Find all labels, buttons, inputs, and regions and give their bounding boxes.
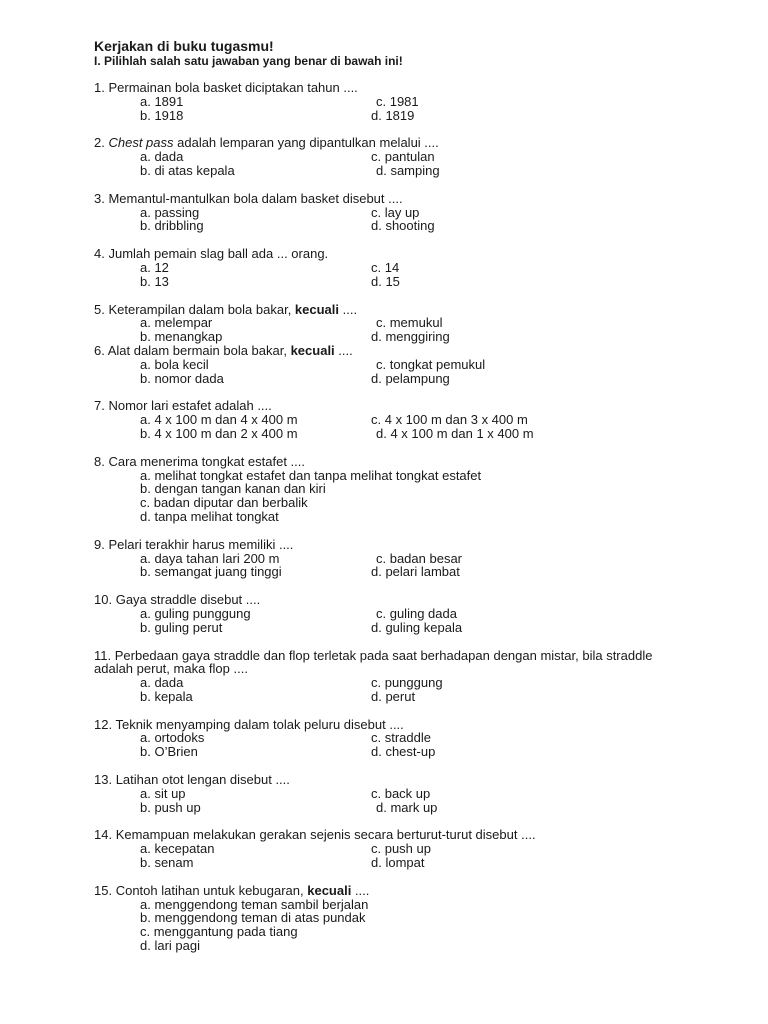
question-text: 8. Cara menerima tongkat estafet .... — [94, 453, 306, 469]
worksheet-instruction: I. Pilihlah salah satu jawaban yang benar di bawah ini! — [94, 54, 403, 68]
option-a: a. daya tahan lari 200 m — [140, 550, 280, 566]
question-text: 6. Alat dalam bermain bola bakar, kecuali .... — [94, 342, 353, 358]
option-a: a. sit up — [140, 785, 186, 801]
option-b: b. semangat juang tinggi — [140, 564, 282, 580]
option-c: c. 1981 — [376, 93, 419, 109]
option-b: b. kepala — [140, 688, 193, 704]
option-a: a. melihat tongkat estafet dan tanpa melihat tongkat estafet — [140, 467, 482, 483]
answer-options — [94, 607, 714, 635]
option-d: d. 15 — [371, 273, 400, 289]
option-d: d. lompat — [371, 855, 425, 871]
option-b: b. push up — [140, 799, 201, 815]
option-d: d. menggiring — [371, 329, 450, 345]
option-c: c. pantulan — [371, 149, 435, 165]
question-5 — [94, 303, 714, 344]
question-text: 12. Teknik menyamping dalam tolak peluru disebut .... — [94, 716, 404, 732]
option-b: b. guling perut — [140, 619, 223, 635]
answer-options — [94, 95, 714, 123]
option-a: a. ortodoks — [140, 730, 205, 746]
question-4 — [94, 247, 714, 288]
option-c: c. back up — [371, 785, 431, 801]
question-text: 9. Pelari terakhir harus memiliki .... — [94, 536, 294, 552]
option-d: d. tanpa melihat tongkat — [140, 508, 279, 524]
option-c: c. punggung — [371, 675, 443, 691]
option-c: c. push up — [371, 841, 431, 857]
option-c: c. tongkat pemukul — [376, 356, 486, 372]
question-text: 11. Perbedaan gaya straddle dan flop terletak pada saat berhadapan dengan mistar, bila straddle adalah perut, maka flop .... — [94, 647, 653, 677]
question-13 — [94, 773, 714, 814]
option-d: d. pelari lambat — [371, 564, 460, 580]
answer-options — [94, 150, 714, 178]
question-8 — [94, 455, 714, 524]
question-text: 4. Jumlah pemain slag ball ada ... orang. — [94, 246, 329, 262]
option-a: a. dada — [140, 149, 184, 165]
option-c: c. badan diputar dan berbalik — [140, 495, 308, 511]
answer-options — [94, 469, 714, 524]
question-7 — [94, 399, 714, 440]
option-d: d. chest-up — [371, 744, 436, 760]
answer-options — [94, 787, 714, 815]
question-text: 10. Gaya straddle disebut .... — [94, 592, 261, 608]
question-14 — [94, 828, 714, 869]
option-d: d. lari pagi — [140, 938, 200, 954]
question-1 — [94, 81, 714, 122]
option-a: a. dada — [140, 675, 184, 691]
question-text: 13. Latihan otot lengan disebut .... — [94, 772, 290, 788]
question-text: 14. Kemampuan melakukan gerakan sejenis secara berturut-turut disebut .... — [94, 827, 536, 843]
option-b: b. di atas kepala — [140, 162, 235, 178]
option-d: d. perut — [371, 688, 416, 704]
option-b: b. dribbling — [140, 218, 204, 234]
question-text: 3. Memantul-mantulkan bola dalam basket disebut .... — [94, 190, 403, 206]
option-c: c. guling dada — [376, 605, 457, 621]
option-a: a. guling punggung — [140, 605, 251, 621]
option-d: d. 4 x 100 m dan 1 x 400 m — [376, 425, 534, 441]
option-d: d. guling kepala — [371, 619, 463, 635]
question-3 — [94, 192, 714, 233]
option-a: a. 4 x 100 m dan 4 x 400 m — [140, 412, 298, 428]
question-6 — [94, 344, 714, 385]
option-b: b. 13 — [140, 273, 169, 289]
option-a: a. passing — [140, 204, 200, 220]
option-b: b. menggendong teman di atas pundak — [140, 910, 366, 926]
option-a: a. 1891 — [140, 93, 184, 109]
option-d: d. samping — [376, 162, 440, 178]
option-c: c. lay up — [371, 204, 420, 220]
option-b: b. menangkap — [140, 329, 223, 345]
option-c: c. 14 — [371, 259, 400, 275]
option-c: c. memukul — [376, 315, 443, 331]
option-d: d. 1819 — [371, 107, 415, 123]
answer-options — [94, 898, 714, 953]
option-d: d. pelampung — [371, 370, 450, 386]
option-d: d. shooting — [371, 218, 435, 234]
question-text: 15. Contoh latihan untuk kebugaran, kecuali .... — [94, 882, 370, 898]
option-b: b. O’Brien — [140, 744, 198, 760]
answer-options — [94, 676, 714, 704]
question-10 — [94, 593, 714, 634]
option-d: d. mark up — [376, 799, 438, 815]
option-c: c. 4 x 100 m dan 3 x 400 m — [371, 412, 528, 428]
option-b: b. nomor dada — [140, 370, 224, 386]
answer-options — [94, 842, 714, 870]
answer-options — [94, 358, 714, 386]
option-c: c. menggantung pada tiang — [140, 924, 298, 940]
question-text: 2. Chest pass adalah lemparan yang dipantulkan melalui .... — [94, 135, 439, 151]
option-b: b. senam — [140, 855, 194, 871]
question-text: 1. Permainan bola basket diciptakan tahun .... — [94, 80, 358, 95]
option-b: b. 4 x 100 m dan 2 x 400 m — [140, 425, 298, 441]
question-2 — [94, 136, 714, 177]
question-text: 7. Nomor lari estafet adalah .... — [94, 398, 272, 414]
option-a: a. bola kecil — [140, 356, 209, 372]
answer-options — [94, 552, 714, 580]
question-15 — [94, 884, 714, 953]
answer-options — [94, 316, 714, 344]
worksheet-title: Kerjakan di buku tugasmu! — [94, 38, 274, 54]
worksheet — [94, 38, 714, 967]
question-text: 5. Keterampilan dalam bola bakar, kecuali .... — [94, 301, 358, 317]
answer-options — [94, 261, 714, 289]
option-a: a. menggendong teman sambil berjalan — [140, 896, 369, 912]
question-9 — [94, 538, 714, 579]
option-a: a. 12 — [140, 259, 169, 275]
answer-options — [94, 206, 714, 234]
option-a: a. kecepatan — [140, 841, 215, 857]
option-c: c. straddle — [371, 730, 431, 746]
answer-options — [94, 731, 714, 759]
answer-options — [94, 413, 714, 441]
option-b: b. dengan tangan kanan dan kiri — [140, 481, 326, 497]
question-11 — [94, 649, 714, 704]
option-a: a. melempar — [140, 315, 213, 331]
question-12 — [94, 718, 714, 759]
option-b: b. 1918 — [140, 107, 184, 123]
option-c: c. badan besar — [376, 550, 463, 566]
